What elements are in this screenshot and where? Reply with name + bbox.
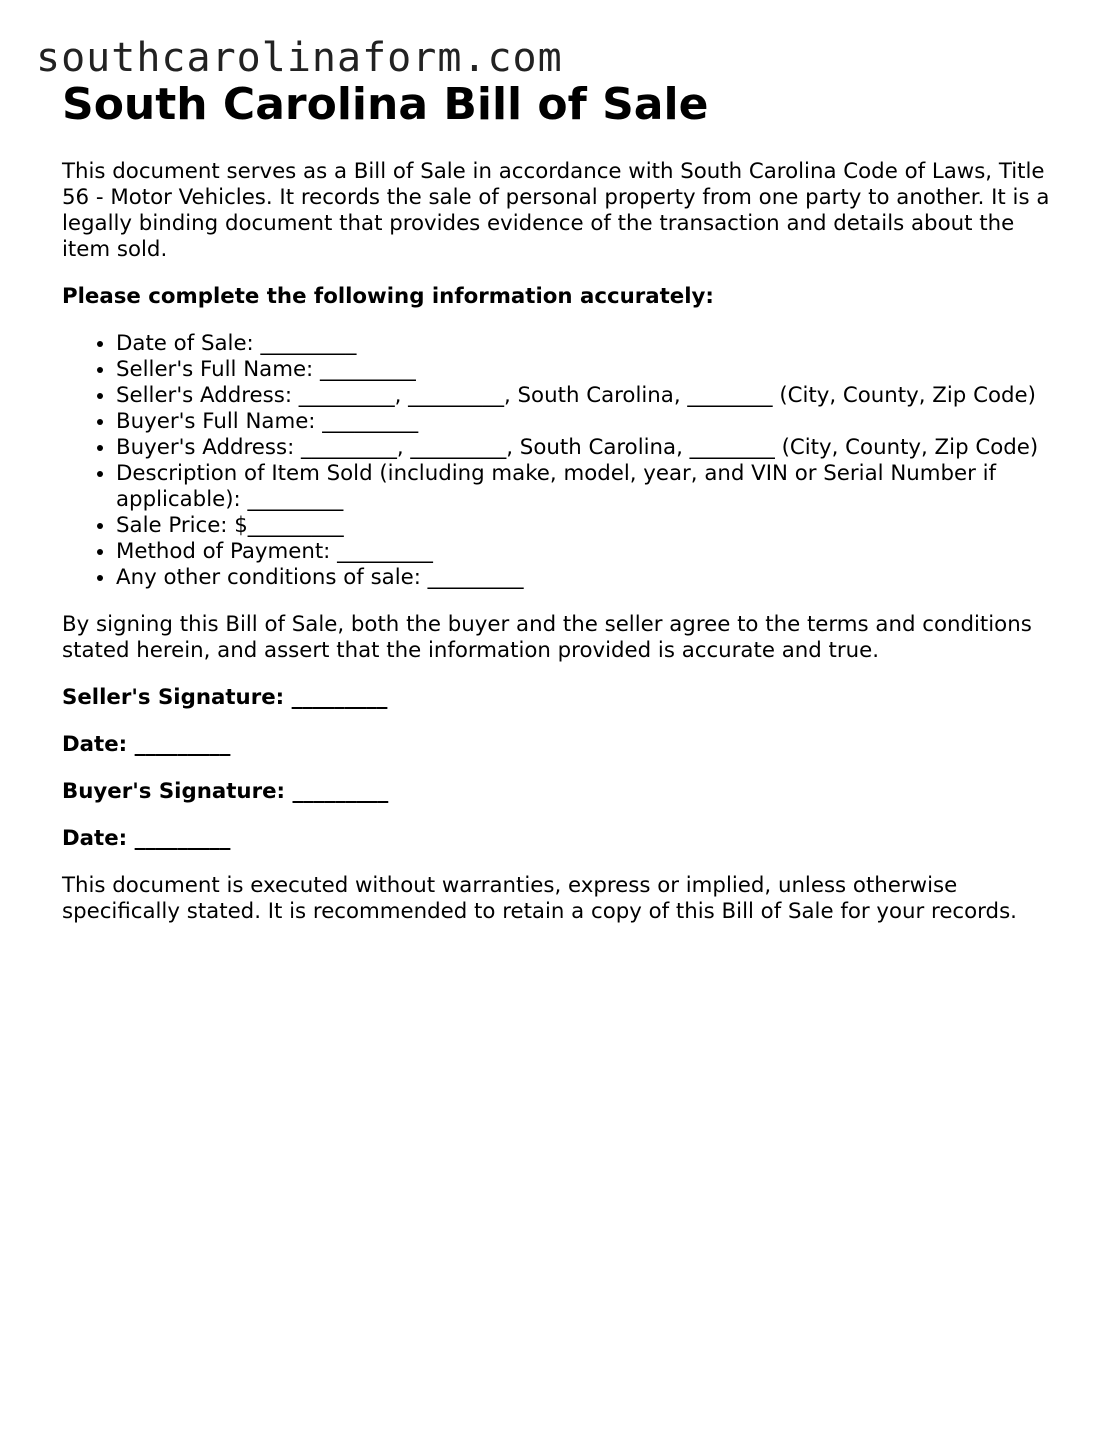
field-seller-name: • Seller's Full Name: _________ [116, 357, 1062, 383]
agreement-paragraph: By signing this Bill of Sale, both the buyer and the seller agree to the terms and conditions stated herein, and assert that the information provided is accurate and true. [62, 612, 1032, 663]
intro-paragraph: This document serves as a Bill of Sale in accordance with South Carolina Code of Laws, Title 56 - Motor Vehicles. It records the sale of personal property from one party to another. It is a legally binding document that provides evidence of the transaction and details about the item sold. [62, 159, 1050, 262]
seller-date-line: Date: _________ [62, 732, 231, 757]
seller-signature-line: Seller's Signature: _________ [62, 685, 388, 710]
field-sale-price: • Sale Price: $_________ [116, 513, 1062, 539]
buyer-signature-line: Buyer's Signature: _________ [62, 779, 389, 804]
field-date-of-sale: • Date of Sale: _________ [116, 331, 1062, 357]
field-other-conditions: • Any other conditions of sale: _________ [116, 565, 1062, 591]
closing-paragraph: This document is executed without warranties, express or implied, unless otherwise specifically stated. It is recommended to retain a copy of this Bill of Sale for your records. [62, 873, 1017, 924]
document-body [62, 78, 1062, 946]
field-list [62, 331, 1062, 591]
field-buyer-name: • Buyer's Full Name: _________ [116, 409, 1062, 435]
field-seller-address: • Seller's Address: _________, _________, South Carolina, ________ (City, County, Zip Code) [116, 383, 1062, 409]
instruction-heading: Please complete the following information accurately: [62, 284, 714, 309]
field-item-description: • Description of Item Sold (including make, model, year, and VIN or Serial Number if applicable): _________ [116, 461, 1062, 513]
page-title: South Carolina Bill of Sale [62, 79, 709, 130]
field-payment-method: • Method of Payment: _________ [116, 539, 1062, 565]
site-watermark: southcarolinaform.com [36, 35, 563, 81]
buyer-date-line: Date: _________ [62, 826, 231, 851]
field-buyer-address: • Buyer's Address: _________, _________, South Carolina, ________ (City, County, Zip Code) [116, 435, 1062, 461]
